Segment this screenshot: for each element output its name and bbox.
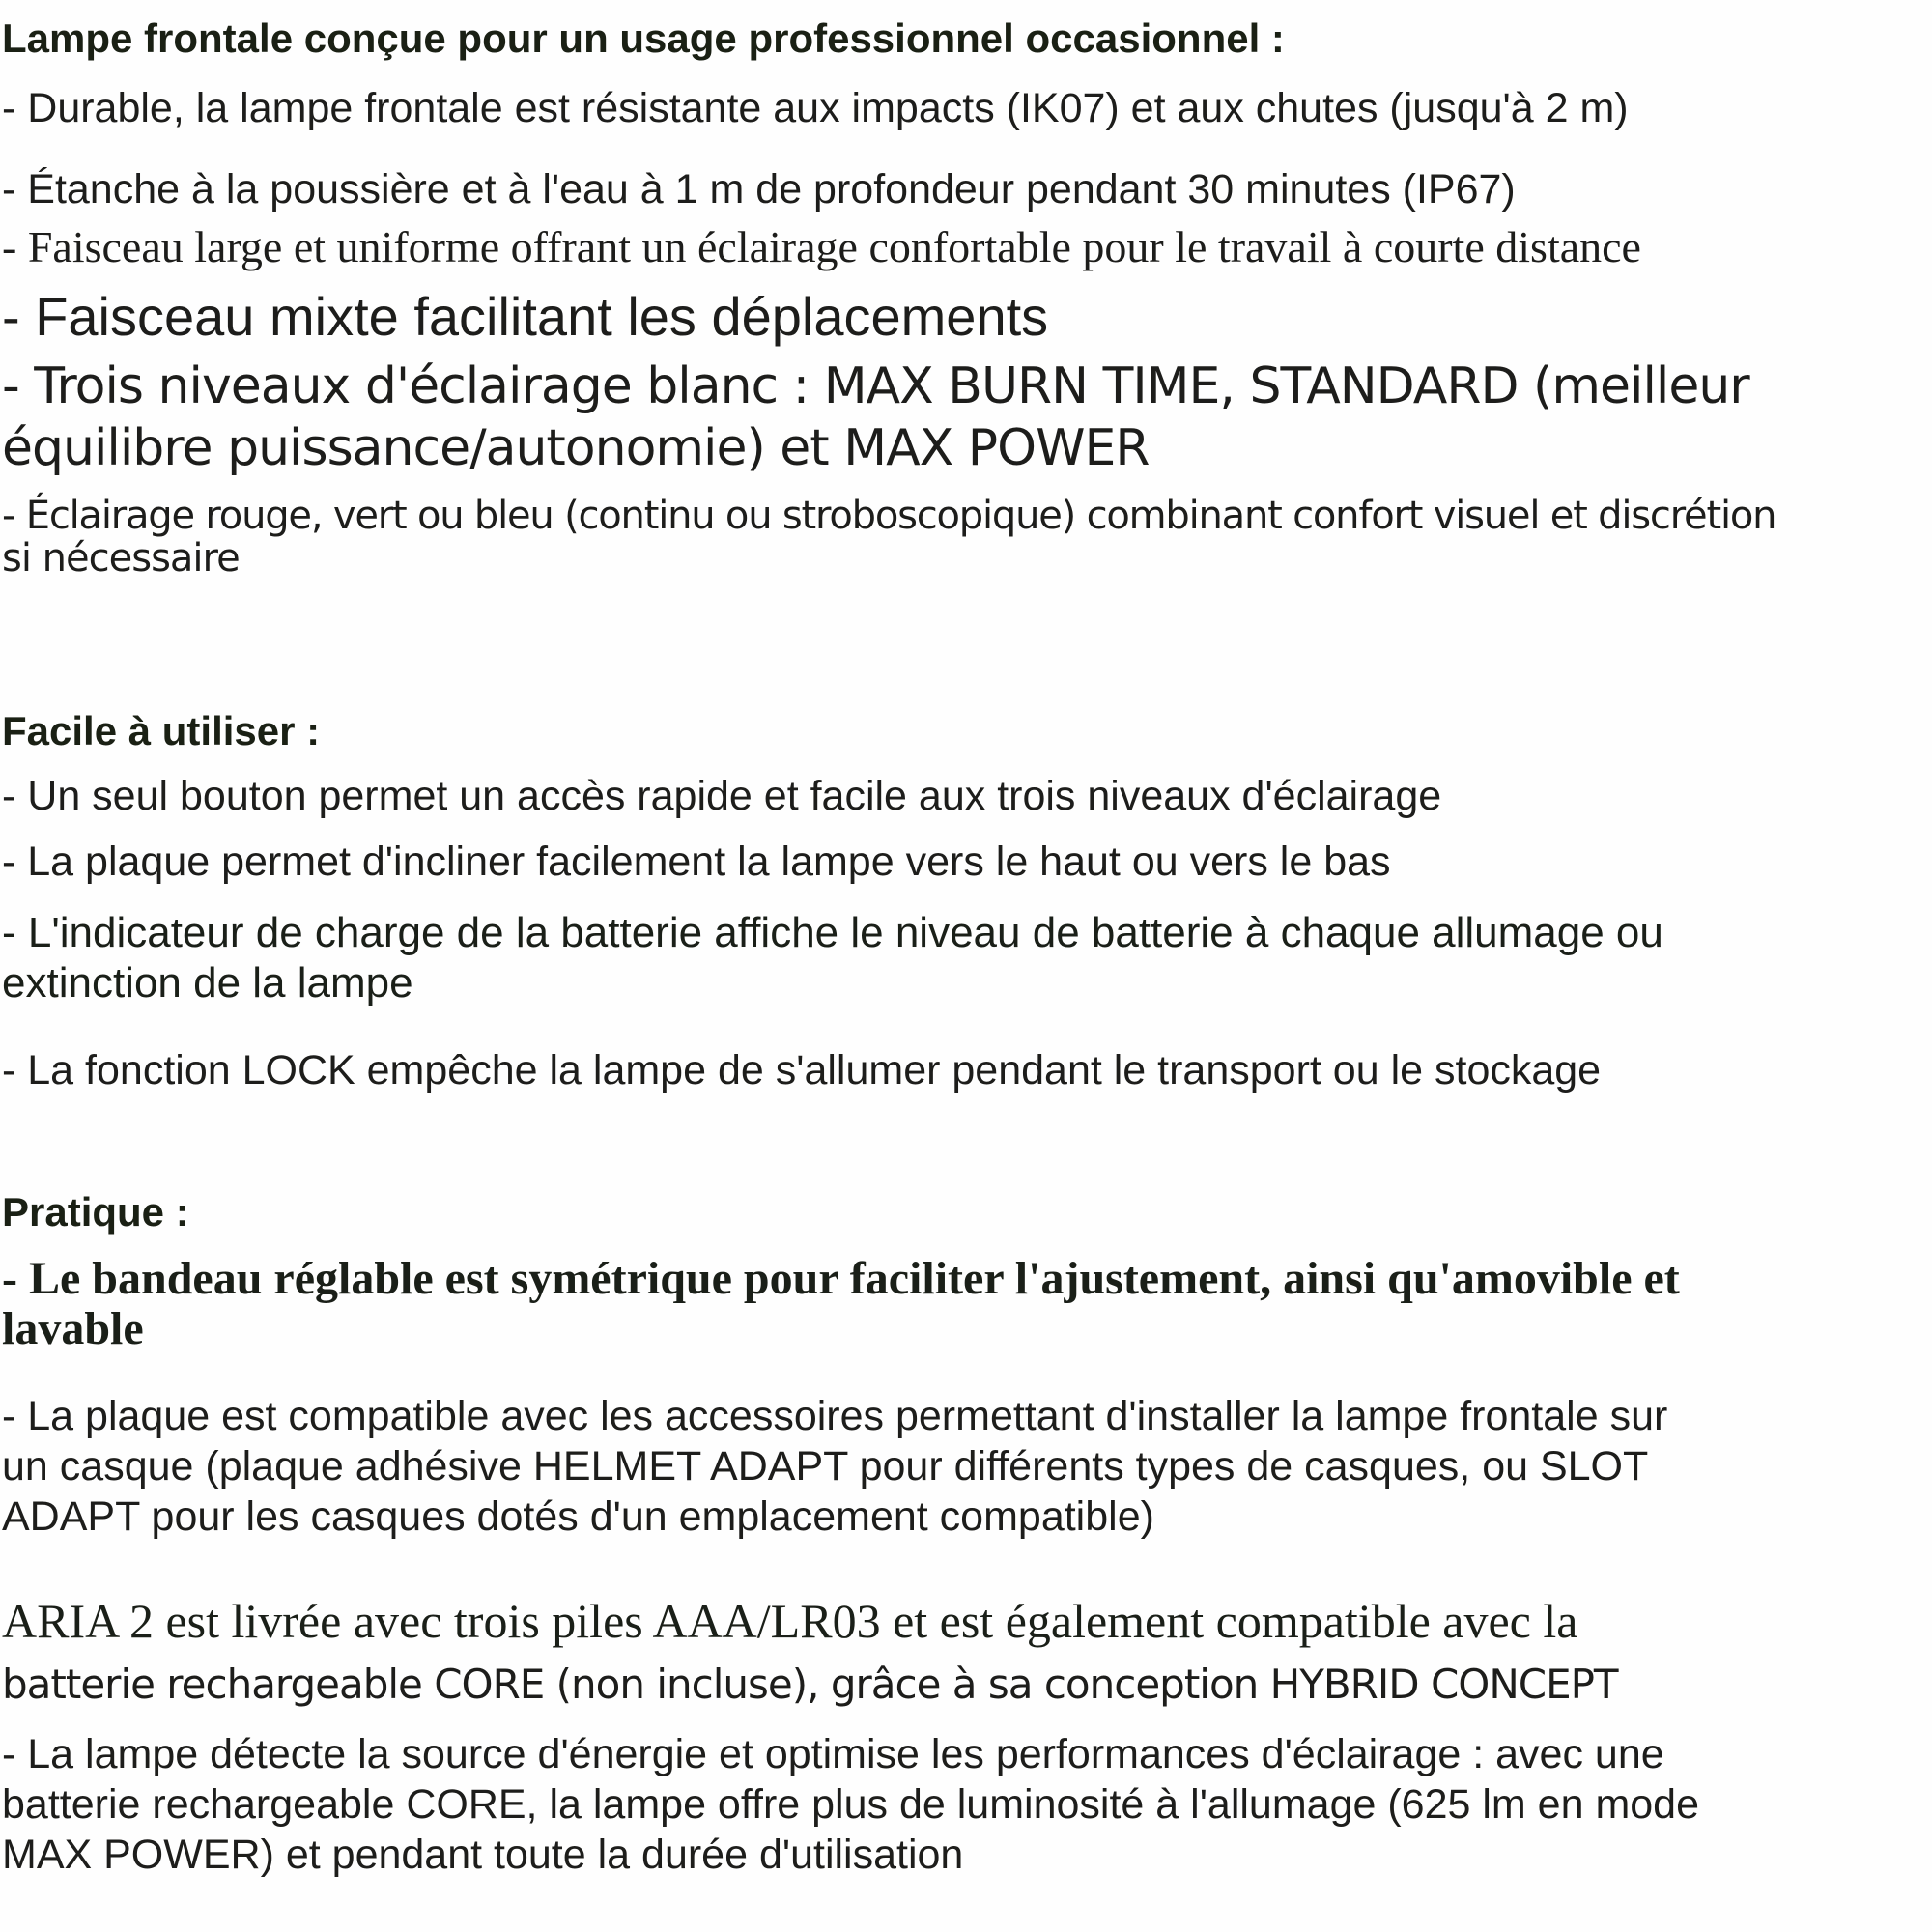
feature-charge-indicator-line1: - L'indicateur de charge de la batterie affiche le niveau de batterie à chaque allumage ou <box>2 909 1663 956</box>
feature-white-levels-line1: - Trois niveaux d'éclairage blanc : MAX BURN TIME, STANDARD (meilleur <box>2 357 1749 415</box>
feature-helmet-compat-line1: - La plaque est compatible avec les accessoires permettant d'installer la lampe frontale sur <box>2 1393 1668 1439</box>
section-heading-easy: Facile à utiliser : <box>2 708 321 753</box>
feature-single-button: - Un seul bouton permet un accès rapide et facile aux trois niveaux d'éclairage <box>2 773 1442 819</box>
section-heading-usage: Lampe frontale conçue pour un usage professionnel occasionnel : <box>2 15 1285 61</box>
hybrid-concept-line2: batterie rechargeable CORE (non incluse), grâce à sa conception HYBRID CONCEPT <box>2 1661 1618 1708</box>
feature-color-lighting-line1: - Éclairage rouge, vert ou bleu (continu ou stroboscopique) combinant confort visuel et discrétion <box>2 494 1776 538</box>
energy-detection-line3: MAX POWER) et pendant toute la durée d'utilisation <box>2 1832 964 1878</box>
energy-detection-line2: batterie rechargeable CORE, la lampe offre plus de luminosité à l'allumage (625 lm en mode <box>2 1781 1700 1828</box>
feature-durable: - Durable, la lampe frontale est résistante aux impacts (IK07) et aux chutes (jusqu'à 2 m) <box>2 85 1629 131</box>
feature-waterproof: - Étanche à la poussière et à l'eau à 1 m de profondeur pendant 30 minutes (IP67) <box>2 166 1516 213</box>
hybrid-concept-line1: ARIA 2 est livrée avec trois piles AAA/LR03 et est également compatible avec la <box>2 1594 1578 1648</box>
feature-lock-function: - La fonction LOCK empêche la lampe de s'allumer pendant le transport ou le stockage <box>2 1047 1602 1094</box>
feature-tilt-plate: - La plaque permet d'incliner facilement la lampe vers le haut ou vers le bas <box>2 838 1391 885</box>
section-heading-practical: Pratique : <box>2 1189 189 1235</box>
feature-headband-line1: - Le bandeau réglable est symétrique pour faciliter l'ajustement, ainsi qu'amovible et <box>2 1253 1680 1304</box>
feature-charge-indicator-line2: extinction de la lampe <box>2 959 413 1007</box>
feature-wide-beam: - Faisceau large et uniforme offrant un éclairage confortable pour le travail à courte distance <box>2 222 1641 271</box>
energy-detection-line1: - La lampe détecte la source d'énergie et optimise les performances d'éclairage : avec une <box>2 1731 1664 1777</box>
feature-headband-line2: lavable <box>2 1303 144 1354</box>
feature-color-lighting-line2: si nécessaire <box>2 536 240 581</box>
feature-white-levels-line2: équilibre puissance/autonomie) et MAX POWER <box>2 419 1150 477</box>
feature-helmet-compat-line2: un casque (plaque adhésive HELMET ADAPT pour différents types de casques, ou SLOT <box>2 1443 1649 1490</box>
feature-mixed-beam: - Faisceau mixte facilitant les déplacements <box>2 286 1049 347</box>
feature-helmet-compat-line3: ADAPT pour les casques dotés d'un emplacement compatible) <box>2 1493 1154 1540</box>
